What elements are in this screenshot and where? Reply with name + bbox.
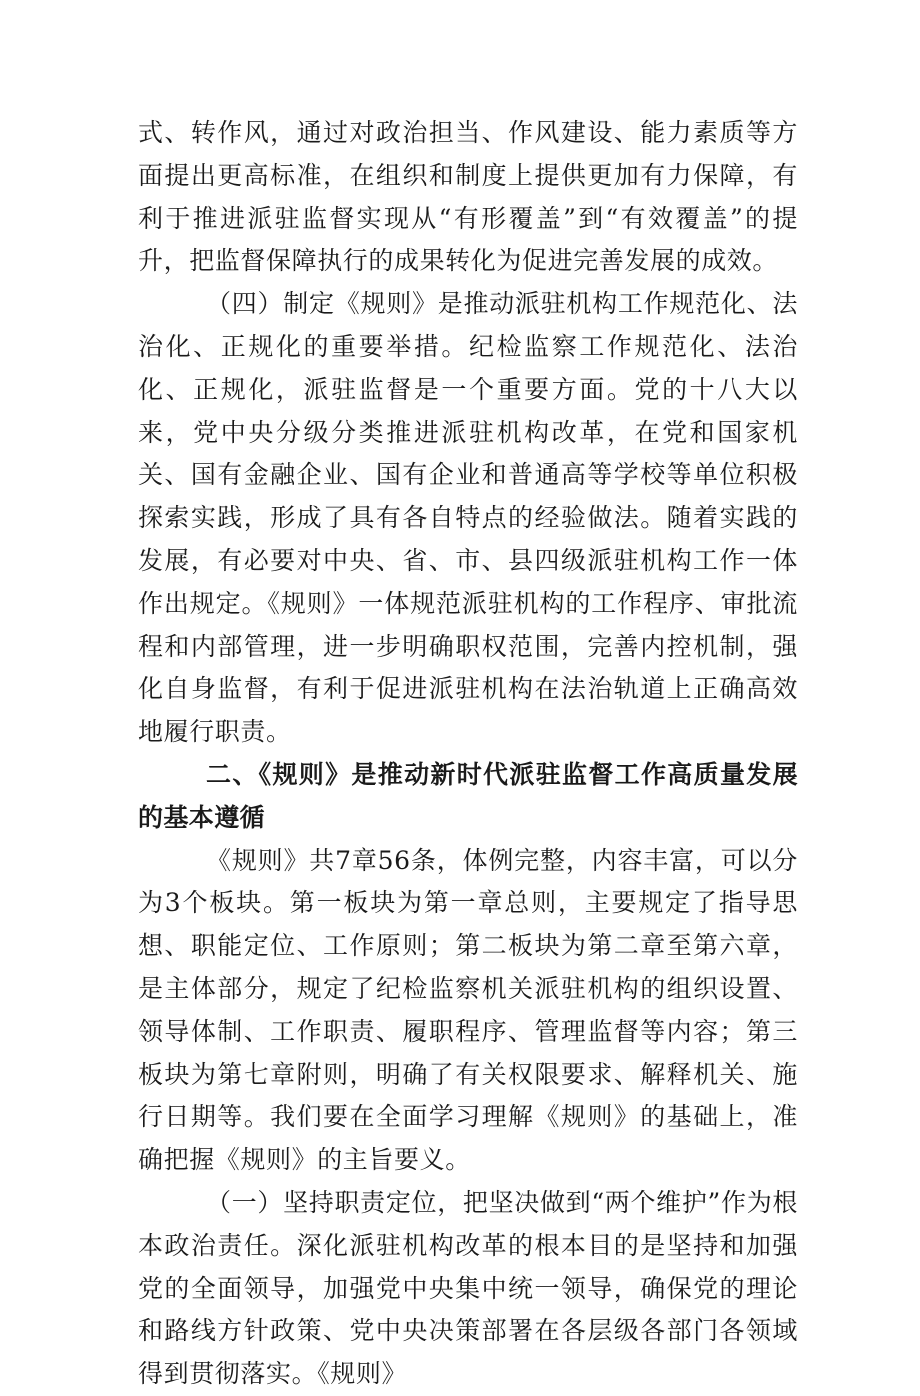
paragraph-continuation: 式、转作风，通过对政治担当、作风建设、能力素质等方面提出更高标准，在组织和制度上提供更加有力保障，有利于推进派驻监督实现从“有形覆盖”到“有效覆盖”的提升，把监督保障执行的成果转化为促进完善发展的成效。 bbox=[138, 118, 798, 276]
document-body bbox=[138, 112, 798, 1396]
paragraph-rules-overview: 《规则》共7章56条，体例完整，内容丰富，可以分为3个板块。第一板块为第一章总则，主要规定了指导思想、职能定位、工作原则；第二板块为第二章至第六章，是主体部分，规定了纪检监察机关派驻机构的组织设置、领导体制、工作职责、履职程序、管理监督等内容；第三板块为第七章附则，明确了有关权限要求、解释机关、施行日期等。我们要在全面学习理解《规则》的基础上，准确把握《规则》的主旨要义。 bbox=[138, 845, 798, 1175]
paragraph-subsection-one: （一）坚持职责定位，把坚决做到“两个维护”作为根本政治责任。深化派驻机构改革的根本目的是坚持和加强党的全面领导，加强党中央集中统一领导，确保党的理论和路线方针政策、党中央决策部署在各层级各部门各领域得到贯彻落实。《规则》 bbox=[138, 1187, 798, 1389]
paragraph-section-four: （四）制定《规则》是推动派驻机构工作规范化、法治化、正规化的重要举措。纪检监察工作规范化、法治化、正规化，派驻监督是一个重要方面。党的十八大以来，党中央分级分类推进派驻机构改革，在党和国家机关、国有金融企业、国有企业和普通高等学校等单位积极探索实践，形成了具有各自特点的经验做法。随着实践的发展，有必要对中央、省、市、县四级派驻机构工作一体作出规定。《规则》一体规范派驻机构的工作程序、审批流程和内部管理，进一步明确职权范围，完善内控机制，强化自身监督，有利于促进派驻机构在法治轨道上正确高效地履行职责。 bbox=[138, 289, 798, 747]
section-heading-two: 二、《规则》是推动新时代派驻监督工作高质量发展的基本遵循 bbox=[138, 759, 798, 832]
